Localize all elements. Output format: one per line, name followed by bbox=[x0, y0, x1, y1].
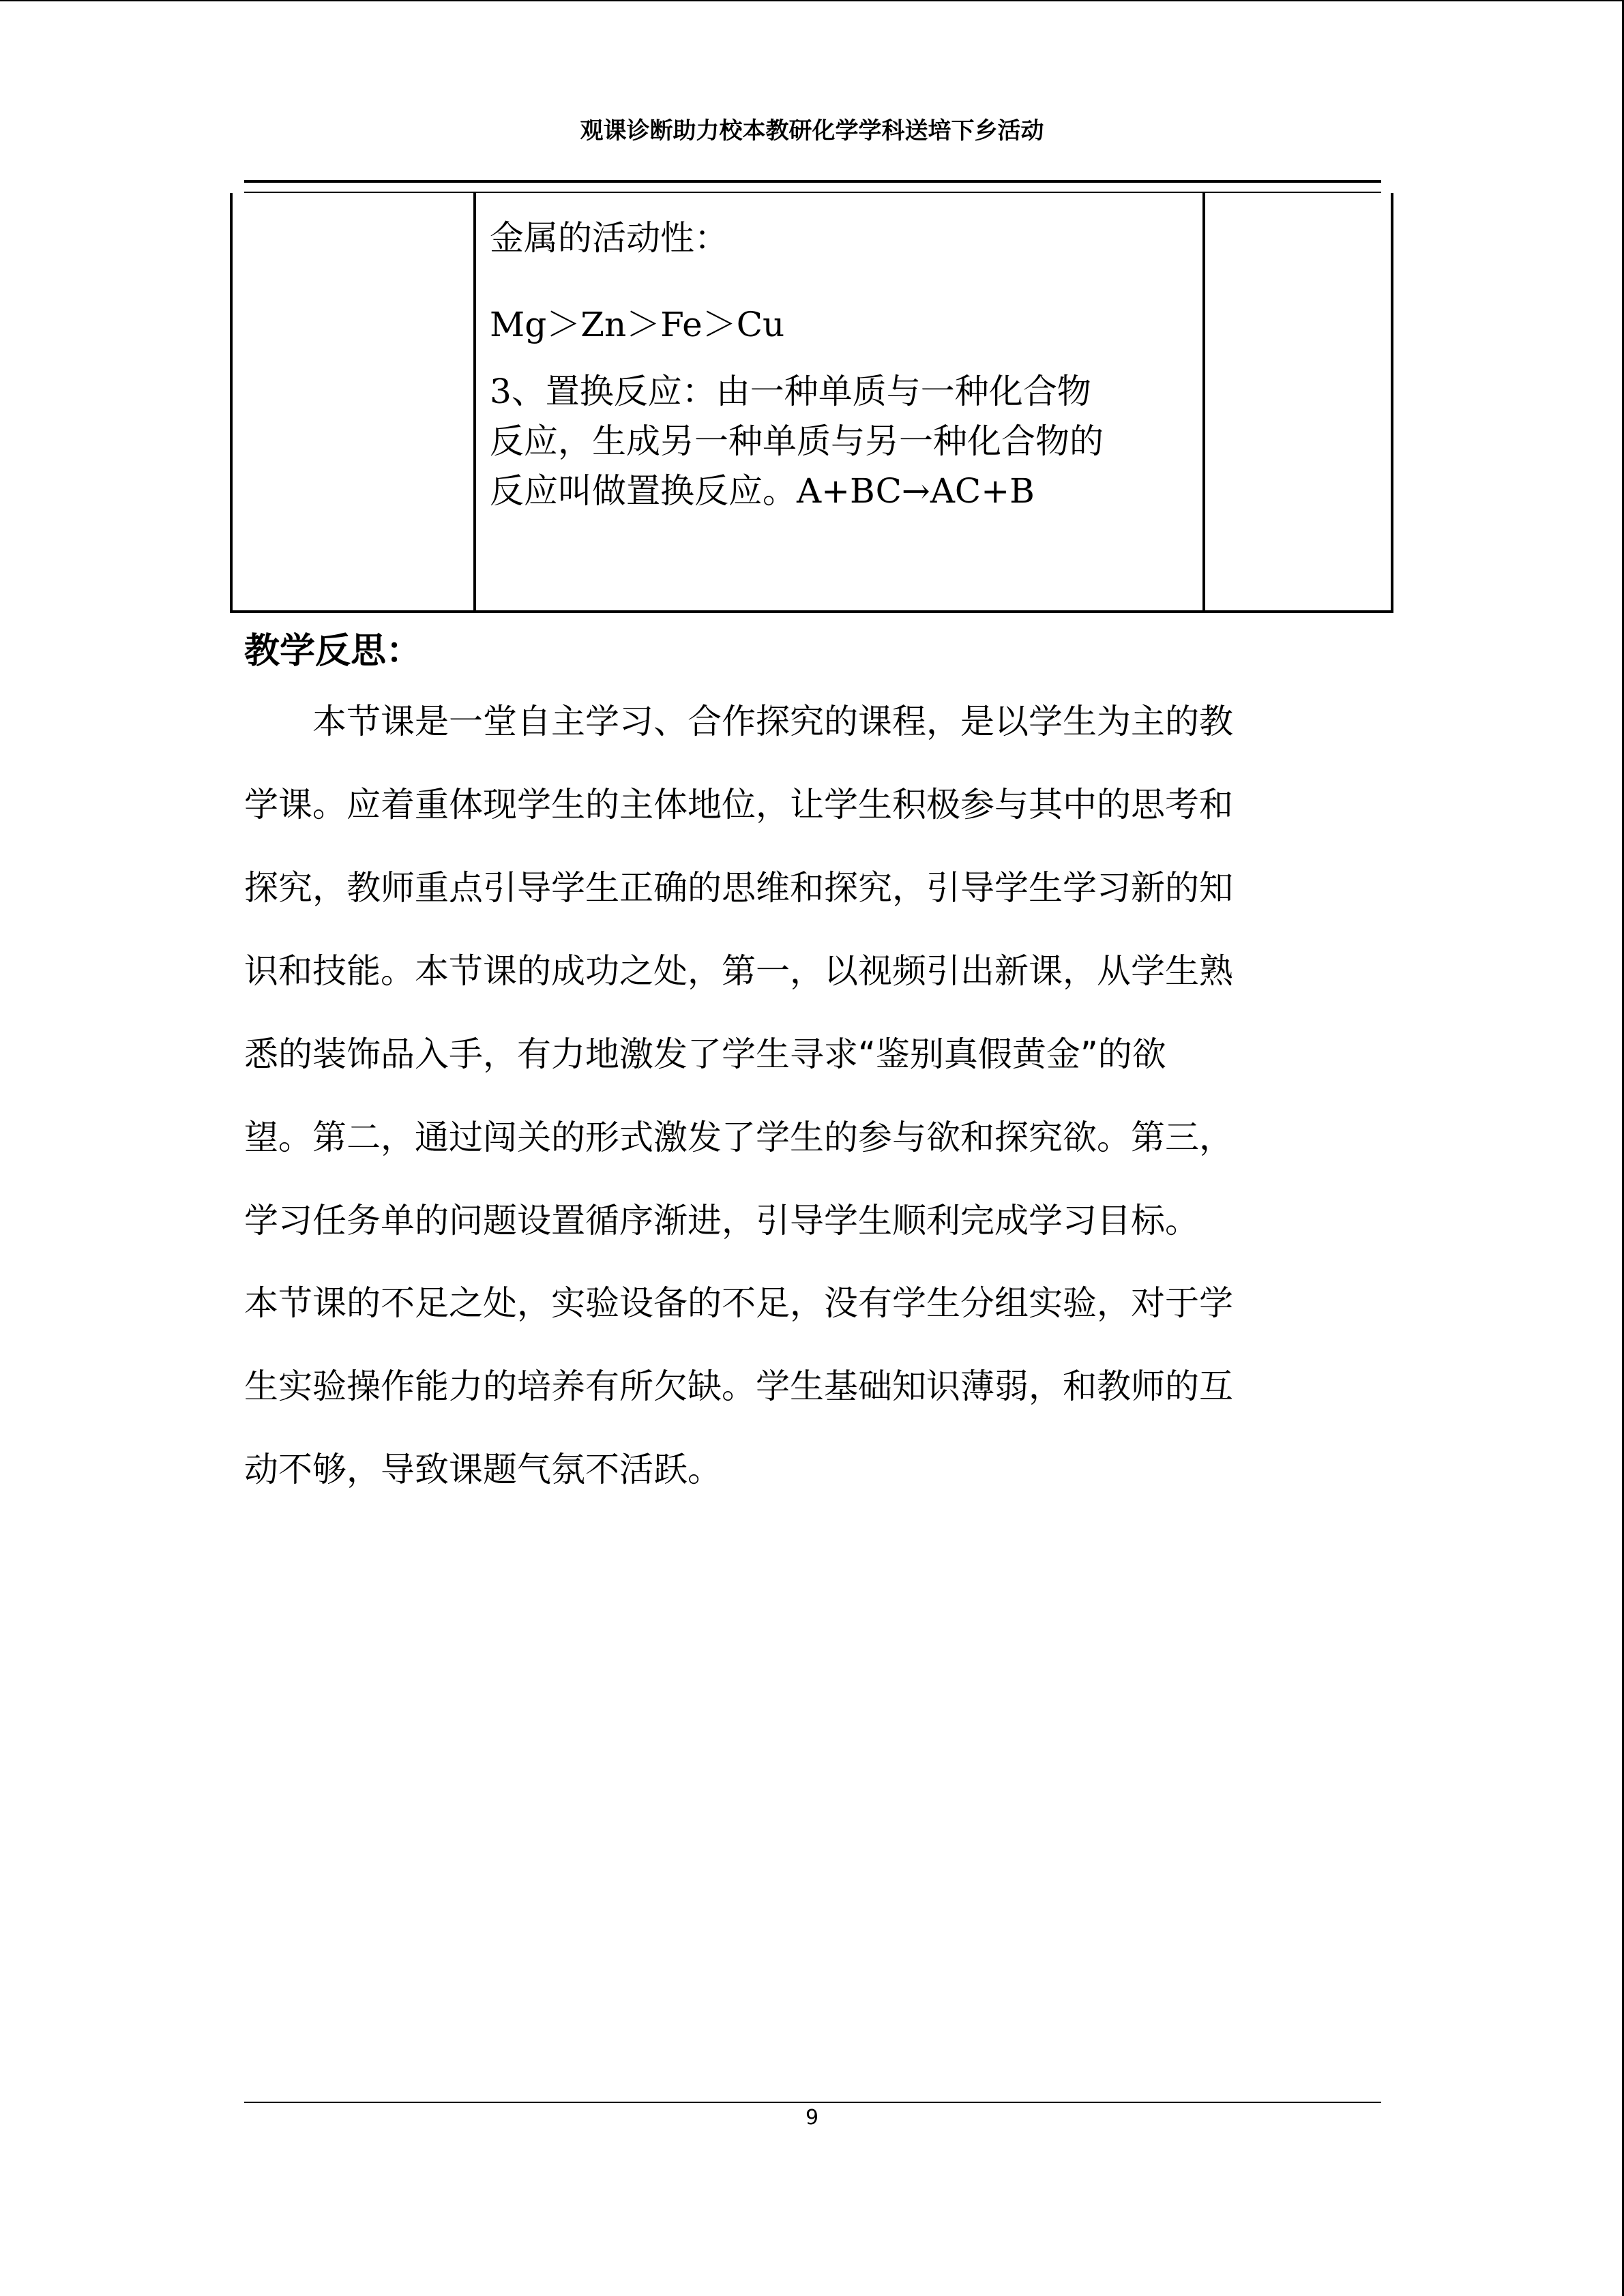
paragraph-line: 本节课是一堂自主学习、合作探究的课程，是以学生为主的教 bbox=[244, 702, 1233, 741]
paragraph-line: 本节课的不足之处，实验设备的不足，没有学生分组实验，对于学 bbox=[244, 1283, 1233, 1323]
paragraph-line: 动不够，导致课题气氛不活跃。 bbox=[244, 1450, 722, 1489]
paragraph-line: 识和技能。本节课的成功之处，第一，以视频引出新课，从学生熟 bbox=[244, 951, 1233, 991]
paragraph-line: 生实验操作能力的培养有所欠缺。学生基础知识薄弱，和教师的互 bbox=[244, 1367, 1233, 1406]
table-cell-line: 3、置换反应：由一种单质与一种化合物 bbox=[490, 372, 1091, 411]
reflection-paragraph-1 bbox=[244, 680, 1376, 1262]
reflection-paragraph-2 bbox=[244, 1262, 1376, 1511]
table-cell-text-displacement bbox=[490, 367, 1192, 516]
paragraph-line: 学课。应着重体现学生的主体地位，让学生积极参与其中的思考和 bbox=[244, 785, 1233, 824]
page-number: 9 bbox=[805, 2106, 819, 2130]
paragraph-line: 悉的装饰品入手，有力地激发了学生寻求“鉴别真假黄金”的欲 bbox=[244, 1034, 1166, 1074]
page-border-top bbox=[0, 0, 1624, 1]
table-cell-line: 反应，生成另一种单质与另一种化合物的 bbox=[490, 421, 1104, 461]
paragraph-line: 学习任务单的问题设置循序渐进，引导学生顺利完成学习目标。 bbox=[244, 1201, 1199, 1240]
footer-rule bbox=[244, 2102, 1381, 2103]
table-cell-text-activity-heading: 金属的活动性： bbox=[490, 218, 728, 258]
table-column-divider-left bbox=[473, 193, 476, 613]
page-header-title: 观课诊断助力校本教研化学学科送培下乡活动 bbox=[580, 117, 1044, 145]
table-column-divider-right bbox=[1202, 193, 1205, 613]
paragraph-line: 探究，教师重点引导学生正确的思维和探究，引导学生学习新的知 bbox=[244, 868, 1233, 908]
header-rule-thick bbox=[244, 180, 1381, 183]
reflection-title: 教学反思： bbox=[244, 631, 422, 672]
table-cell-text-activity-series: Mg＞Zn＞Fe＞Cu bbox=[490, 305, 785, 344]
table-cell-line: 反应叫做置换反应。A+BC→AC+B bbox=[490, 471, 1035, 511]
paragraph-line: 望。第二，通过闯关的形式激发了学生的参与欲和探究欲。第三， bbox=[244, 1118, 1233, 1157]
